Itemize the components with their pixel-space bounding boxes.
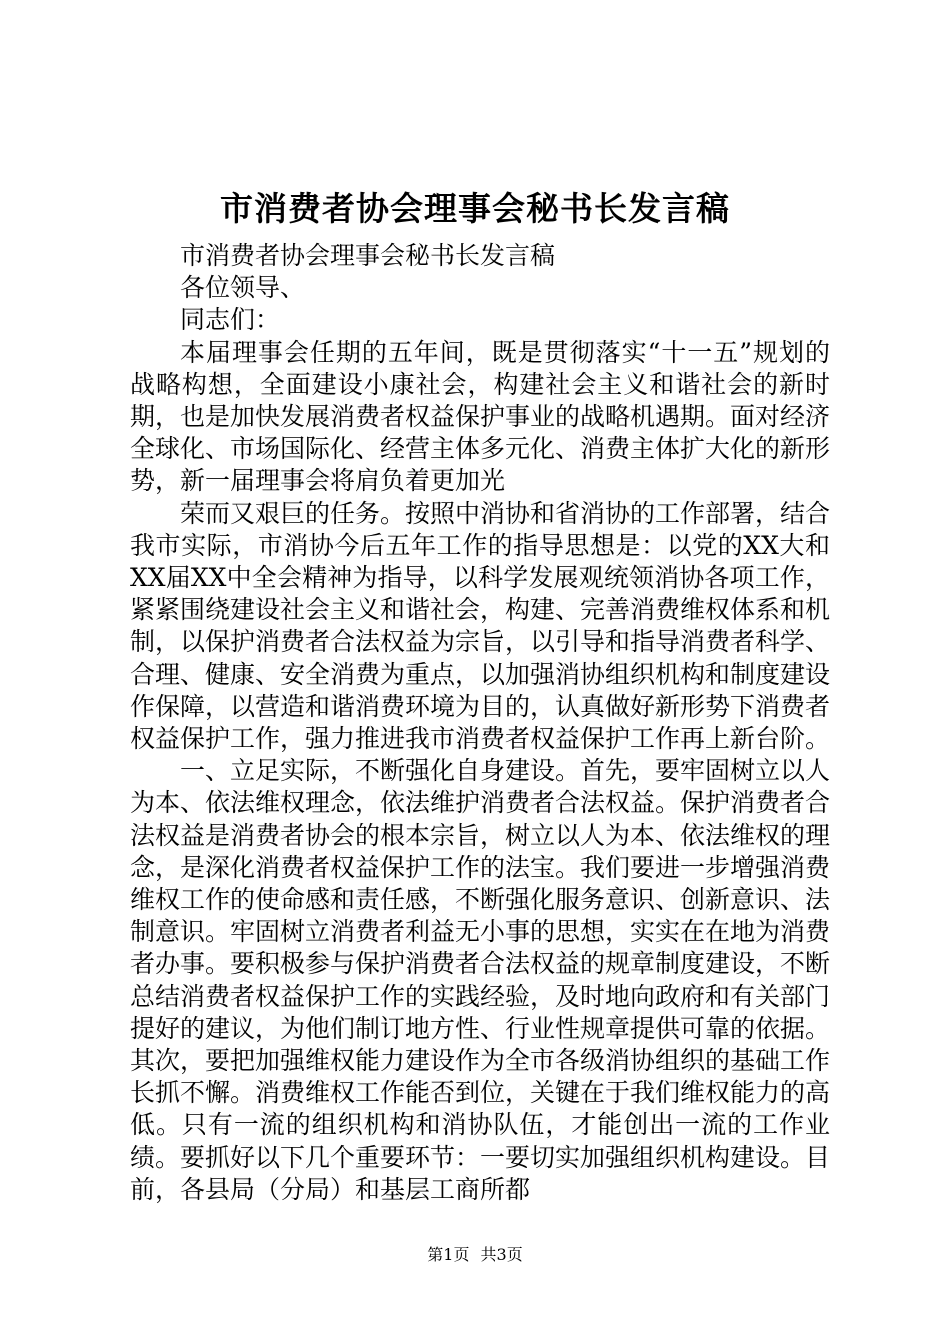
document-title: 市消费者协会理事会秘书长发言稿 [220, 189, 730, 228]
paragraph: 市消费者协会理事会秘书长发言稿 [180, 241, 556, 270]
paragraph: 一、立足实际，不断强化自身建设。首先，要牢固树立以人为本、依法维权理念，依法维护消费者合法权益。保护消费者合法权益是消费者协会的根本宗旨，树立以人为本、依法维权的理念，是深化消费者权益保护工作的法宝。我们要进一步增强消费维权工作的使命感和责任感，不断强化服务意识、创新意识、法制意识。牢固树立消费者利益无小事的思想，实实在在地为消费者办事。要积极参与保护消费者合法权益的规章制度建设，不断总结消费者权益保护工作的实践经验，及时地向政府和有关部门提好的建议，为他们制订地方性、行业性规章提供可靠的依据。其次，要把加强维权能力建设作为全市各级消协组织的基础工作长抓不懈。消费维权工作能否到位，关键在于我们维权能力的高低。只有一流的组织机构和消协队伍，才能创出一流的工作业绩。要抓好以下几个重要环节：一要切实加强组织机构建设。目前，各县局（分局）和基层工商所都 [130, 756, 831, 1204]
paragraph: 各位领导、 [180, 273, 306, 303]
paragraph: 同志们： [180, 305, 281, 335]
paragraph: 荣而又艰巨的任务。按照中消协和省消协的工作部署，结合我市实际，市消协今后五年工作的指导思想是：以党的XX大和XX届XX中全会精神为指导，以科学发展观统领消协各项工作，紧紧围绕建设社会主义和谐社会，构建、完善消费维权体系和机制，以保护消费者合法权益为宗旨，以引导和指导消费者科学、合理、健康、安全消费为重点，以加强消协组织机构和制度建设作保障，以营造和谐消费环境为目的，认真做好新形势下消费者权益保护工作，强力推进我市消费者权益保护工作再上新台阶。 [130, 498, 831, 754]
page-footer [0, 1243, 950, 1267]
document-body [130, 240, 830, 1206]
paragraph: 本届理事会任期的五年间，既是贯彻落实“十一五”规划的战略构想，全面建设小康社会，构建社会主义和谐社会的新时期，也是加快发展消费者权益保护事业的战略机遇期。面对经济全球化、市场国际化、经营主体多元化、消费主体扩大化的新形势，新一届理事会将肩负着更加光 [130, 337, 831, 496]
page-number: 第1页 [427, 1245, 470, 1264]
page-total: 共3页 [480, 1245, 523, 1264]
